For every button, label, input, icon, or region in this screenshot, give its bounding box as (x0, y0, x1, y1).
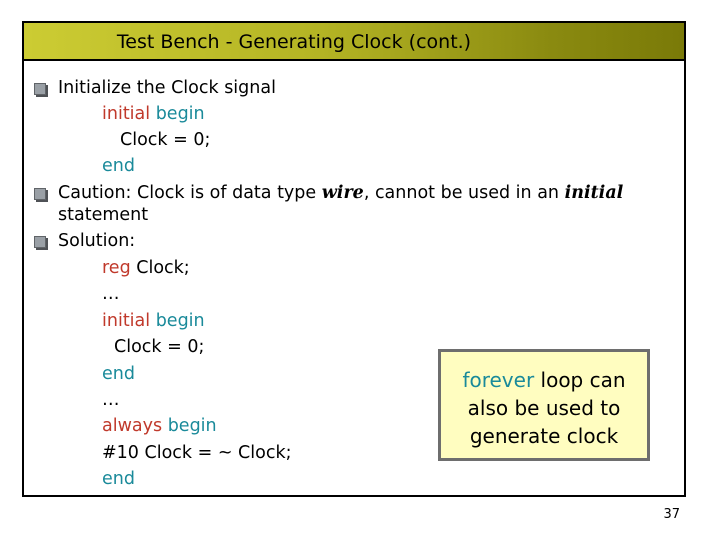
callout-line-3: generate clock (469, 424, 619, 448)
code2-line-6: … (102, 390, 120, 410)
keyword-reg: reg (102, 258, 131, 278)
code2-line-3 (102, 310, 205, 332)
page-number: 37 (663, 507, 680, 522)
bullet-3-text: Solution: (58, 231, 136, 251)
keyword-initial: initial (102, 311, 151, 331)
keyword-forever: forever (462, 368, 535, 392)
callout-line-2: also be used to (467, 396, 621, 420)
checkbox-bullet-icon (34, 236, 46, 248)
title-bar (24, 23, 684, 61)
code2-line-2: … (102, 284, 120, 304)
code2-line-4: Clock = 0; (114, 337, 205, 357)
callout-box (438, 349, 650, 461)
code1-line-3: end (102, 156, 135, 176)
code2-line-1: reg Clock; (102, 258, 190, 278)
keyword-always: always (102, 416, 163, 436)
keyword-begin: begin (167, 416, 217, 436)
keyword-begin: begin (155, 311, 205, 331)
checkbox-bullet-icon (34, 188, 46, 200)
keyword-initial: initial (102, 104, 151, 124)
emphasis-wire: wire (321, 183, 364, 203)
callout-line-1: forever loop can (462, 368, 626, 392)
code1-line-2: Clock = 0; (120, 130, 211, 150)
bullet-2-text-cont: statement (58, 205, 149, 225)
code2-line-7 (102, 415, 217, 437)
slide-title: Test Bench - Generating Clock (cont.) (116, 31, 472, 53)
checkbox-bullet-icon (34, 83, 46, 95)
keyword-begin: begin (155, 104, 205, 124)
code2-line-9: end (102, 469, 135, 489)
code2-line-8: #10 Clock = ~ Clock; (102, 443, 292, 463)
bullet-1-text: Initialize the Clock signal (58, 78, 276, 98)
code1-line-1 (102, 103, 205, 125)
emphasis-initial: initial (564, 183, 624, 203)
code2-line-5: end (102, 364, 135, 384)
bullet-2-text: Caution: Clock is of data type wire, cannot be used in an initial (58, 183, 624, 203)
